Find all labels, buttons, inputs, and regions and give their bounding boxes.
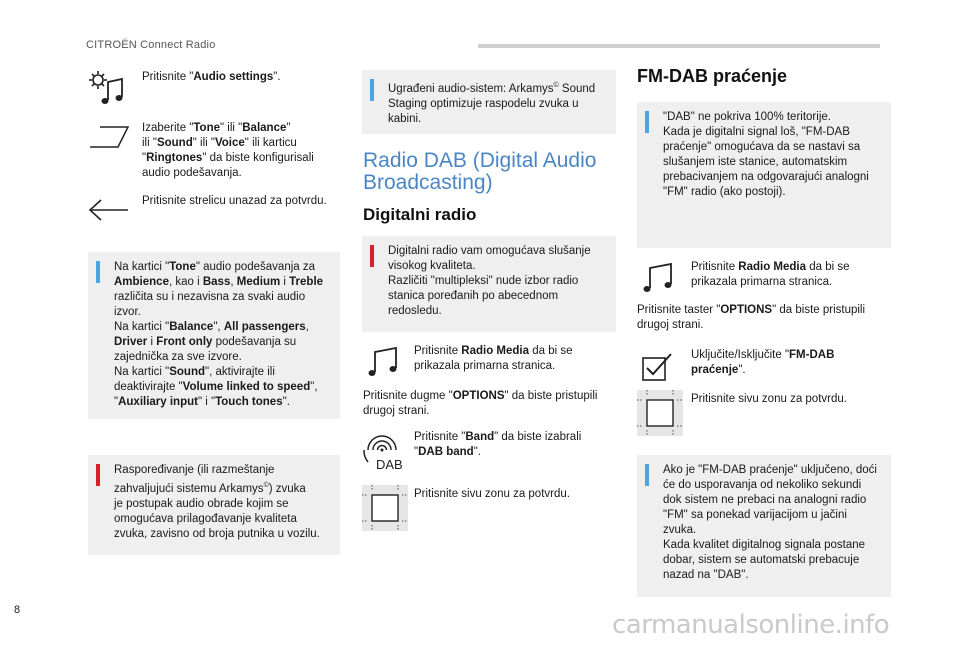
section-heading-dab: Radio DAB (Digital Audio Broadcasting) bbox=[363, 149, 597, 194]
info-note-dab-coverage: "DAB" ne pokriva 100% teritorije. Kada je digitalni signal loš, "FM-DAB praćenje" omogućava da se nastavi sa slušanjem iste stanice, automatskim prebacivanjem na odgovarajući analogni "FM" radio (ako postoji). bbox=[637, 102, 891, 248]
info-marker bbox=[645, 464, 649, 486]
step-text: Izaberite "Tone" ili "Balance" ili "Sound" ili "Voice" ili karticu "Ringtones" da biste konfigurisali audio podešavanja. bbox=[142, 122, 314, 179]
info-note-sound-staging: Ugrađeni audio-sistem: Arkamys© Sound Staging optimizuje raspodelu zvuka u kabini. bbox=[362, 70, 616, 134]
step-text: Pritisnite Radio Media da bi se prikazala primarna stranica. bbox=[414, 345, 573, 372]
info-marker bbox=[96, 261, 100, 283]
step-radio-media-fm bbox=[637, 260, 891, 294]
step-text: Pritisnite strelicu unazad za potvrdu. bbox=[142, 195, 327, 207]
step-back-arrow bbox=[88, 194, 348, 224]
step-text: Uključite/Isključite "FM-DAB praćenje". bbox=[691, 349, 835, 376]
info-marker bbox=[370, 79, 374, 101]
step-text: Pritisnite sivu zonu za potvrdu. bbox=[691, 393, 847, 405]
checkbox-icon bbox=[641, 350, 675, 382]
page-number: 8 bbox=[14, 604, 21, 616]
step-band bbox=[362, 430, 616, 470]
manual-header-title: CITROËN Connect Radio bbox=[86, 39, 216, 51]
music-note-icon bbox=[641, 262, 679, 294]
info-note-fm-dab-delay: Ako je "FM-DAB praćenje" uključeno, doći će do usporavanja od nekoliko sekundi dok sistem ne prebaci na analogni radio "FM" sa ponekad varijacijom u jačini zvuka. Kada kvalitet digitalnog signala postane dobar, sistem se automatski prebacuje nazad na "DAB". bbox=[637, 455, 891, 597]
music-note-icon bbox=[366, 346, 404, 378]
section-heading-fm-dab: FM-DAB praćenje bbox=[637, 66, 788, 86]
warning-marker bbox=[370, 245, 374, 267]
dab-label: DAB bbox=[376, 457, 403, 472]
para-options bbox=[363, 389, 617, 421]
step-text: Pritisnite Radio Media da bi se prikazala primarna stranica. bbox=[691, 261, 850, 288]
dab-radio-icon bbox=[362, 432, 408, 472]
step-confirm-grey-zone-fm bbox=[637, 390, 891, 440]
subsection-heading-digital-radio: Digitalni radio bbox=[363, 205, 477, 224]
watermark-text: carmanualsonline.info bbox=[612, 610, 890, 640]
tab-icon bbox=[88, 125, 132, 151]
step-choose-tab bbox=[88, 121, 338, 185]
info-marker bbox=[645, 111, 649, 133]
paragraph-text: Pritisnite dugme "OPTIONS" da biste pristupili drugoj strani. bbox=[363, 390, 598, 417]
step-toggle-fm-dab bbox=[637, 348, 891, 382]
step-text: Pritisnite sivu zonu za potvrdu. bbox=[414, 488, 570, 500]
grey-zone-icon bbox=[362, 485, 408, 531]
step-text: Pritisnite "Audio settings". bbox=[142, 71, 281, 83]
step-radio-media bbox=[362, 344, 616, 378]
step-confirm-grey-zone bbox=[362, 485, 616, 535]
header-divider bbox=[478, 44, 880, 48]
step-audio-settings bbox=[88, 70, 338, 110]
paragraph-text: Pritisnite taster "OPTIONS" da biste pristupili drugoj strani. bbox=[637, 304, 866, 331]
warning-marker bbox=[96, 464, 100, 486]
step-text: Pritisnite "Band" da biste izabrali "DAB band". bbox=[414, 431, 582, 458]
para-options-fm bbox=[637, 303, 891, 335]
warning-note-digital-radio: Digitalni radio vam omogućava slušanje visokog kvaliteta. Različiti "multipleksi" nude izbor radio stanica poređanih po abecednom redosledu. bbox=[362, 236, 616, 332]
back-arrow-icon bbox=[88, 198, 130, 222]
grey-zone-icon bbox=[637, 390, 683, 436]
info-note-tabs: Na kartici "Tone" audio podešavanja za Ambience, kao i Bass, Medium i Treble različita su i nezavisna za svaki audio izvor. Na kartici "Balance", All passengers, Driver i Front only podešavanja su zajednička za sve izvore. Na kartici "Sound", aktivirajte ili deaktivirajte "Volume linked to speed", "Auxiliary input" i "Touch tones". bbox=[88, 252, 340, 419]
warning-note-arkamys: Raspoređivanje (ili razmeštanje zahvaljujući sistemu Arkamys©) zvuka je postupak audio obrade kojim se omogućava prilagođavanje kvaliteta zvuka, zavisno od broja putnika u vozilu. bbox=[88, 455, 340, 555]
music-settings-icon bbox=[88, 70, 128, 108]
